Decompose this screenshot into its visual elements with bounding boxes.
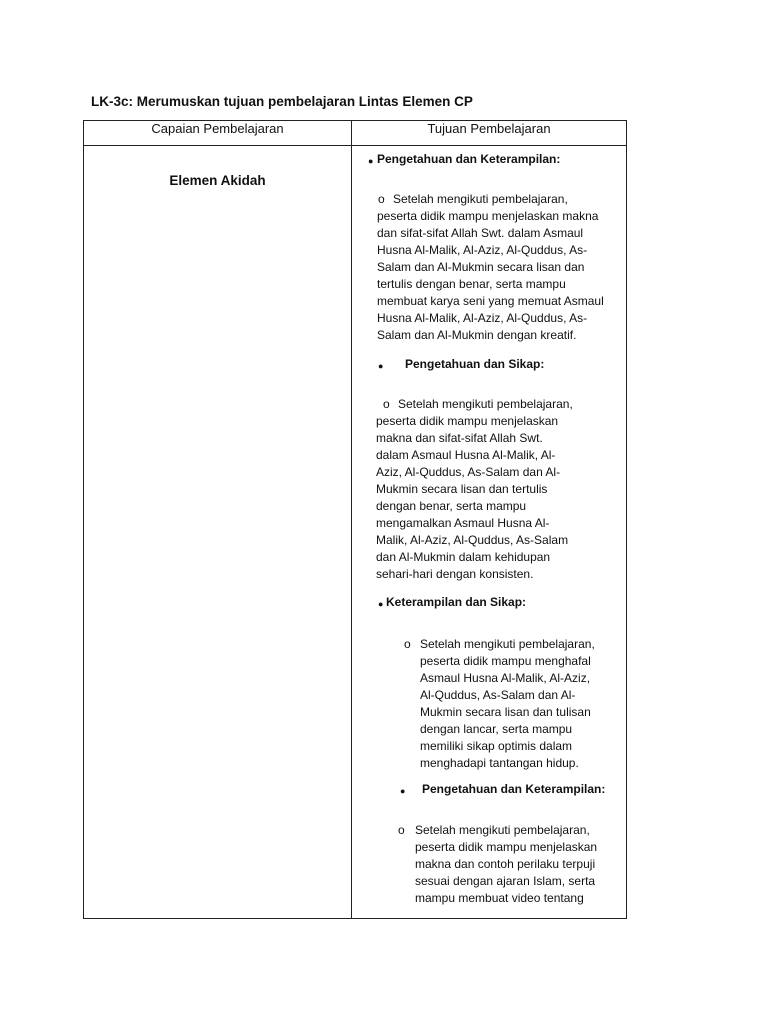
section-4-heading: Pengetahuan dan Keterampilan: (422, 782, 606, 796)
learning-objectives-table (83, 120, 627, 919)
bullet-icon: ● (368, 156, 374, 166)
column-header-capaian: Capaian Pembelajaran (84, 121, 352, 146)
bullet-icon: ● (378, 361, 384, 371)
section-3-text: Setelah mengikuti pembelajaran, peserta didik mampu menghafal Asmaul Husna Al-Malik, Al-Aziz, Al-Quddus, As-Salam dan Al- Mukmin secara lisan dan tulisan dengan lancar, serta mampu memiliki sikap optimis dalam menghadapi tantangan hidup. (420, 637, 595, 770)
elemen-akidah-label: Elemen Akidah (169, 173, 266, 188)
document-title: LK-3c: Merumuskan tujuan pembelajaran Lintas Elemen CP (91, 94, 473, 109)
table-header-row (84, 121, 627, 146)
sub-bullet-icon: o (378, 192, 385, 206)
section-2-text: Setelah mengikuti pembelajaran, peserta didik mampu menjelaskan makna dan sifat-sifat Allah Swt. dalam Asmaul Husna Al-Malik, Al- Aziz, Al-Quddus, As-Salam dan Al- Mukmin secara lisan dan tertulis dengan benar, serta mampu mengamalkan Asmaul Husna Al- Malik, Al-Aziz, Al-Quddus, As-Salam dan Al-Mukmin dalam kehidupan sehari-hari dengan konsisten. (376, 397, 573, 581)
tujuan-cell (352, 146, 627, 919)
sub-bullet-icon: o (404, 637, 411, 651)
bullet-icon: ● (400, 786, 406, 796)
sub-bullet-icon: o (398, 823, 405, 837)
section-3-heading: Keterampilan dan Sikap: (386, 595, 527, 609)
capaian-cell (84, 146, 352, 919)
section-1-heading: Pengetahuan dan Keterampilan: (377, 152, 561, 166)
table-body-row (84, 146, 627, 919)
bullet-icon: ● (378, 599, 384, 609)
column-header-tujuan: Tujuan Pembelajaran (352, 121, 627, 146)
sub-bullet-icon: o (383, 397, 390, 411)
section-4-text: Setelah mengikuti pembelajaran, peserta didik mampu menjelaskan makna dan contoh perilaku terpuji sesuai dengan ajaran Islam, serta mampu membuat video tentang (415, 823, 598, 905)
section-2-heading: Pengetahuan dan Sikap: (405, 357, 545, 371)
section-1-text: Setelah mengikuti pembelajaran, peserta didik mampu menjelaskan makna dan sifat-sifat Allah Swt. dalam Asmaul Husna Al-Malik, Al-Aziz, Al-Quddus, As- Salam dan Al-Mukmin secara lisan dan tertulis dengan benar, serta mampu membuat karya seni yang memuat Asmaul Husna Al-Malik, Al-Aziz, Al-Quddus, As- Salam dan Al-Mukmin dengan kreatif. (377, 192, 604, 342)
